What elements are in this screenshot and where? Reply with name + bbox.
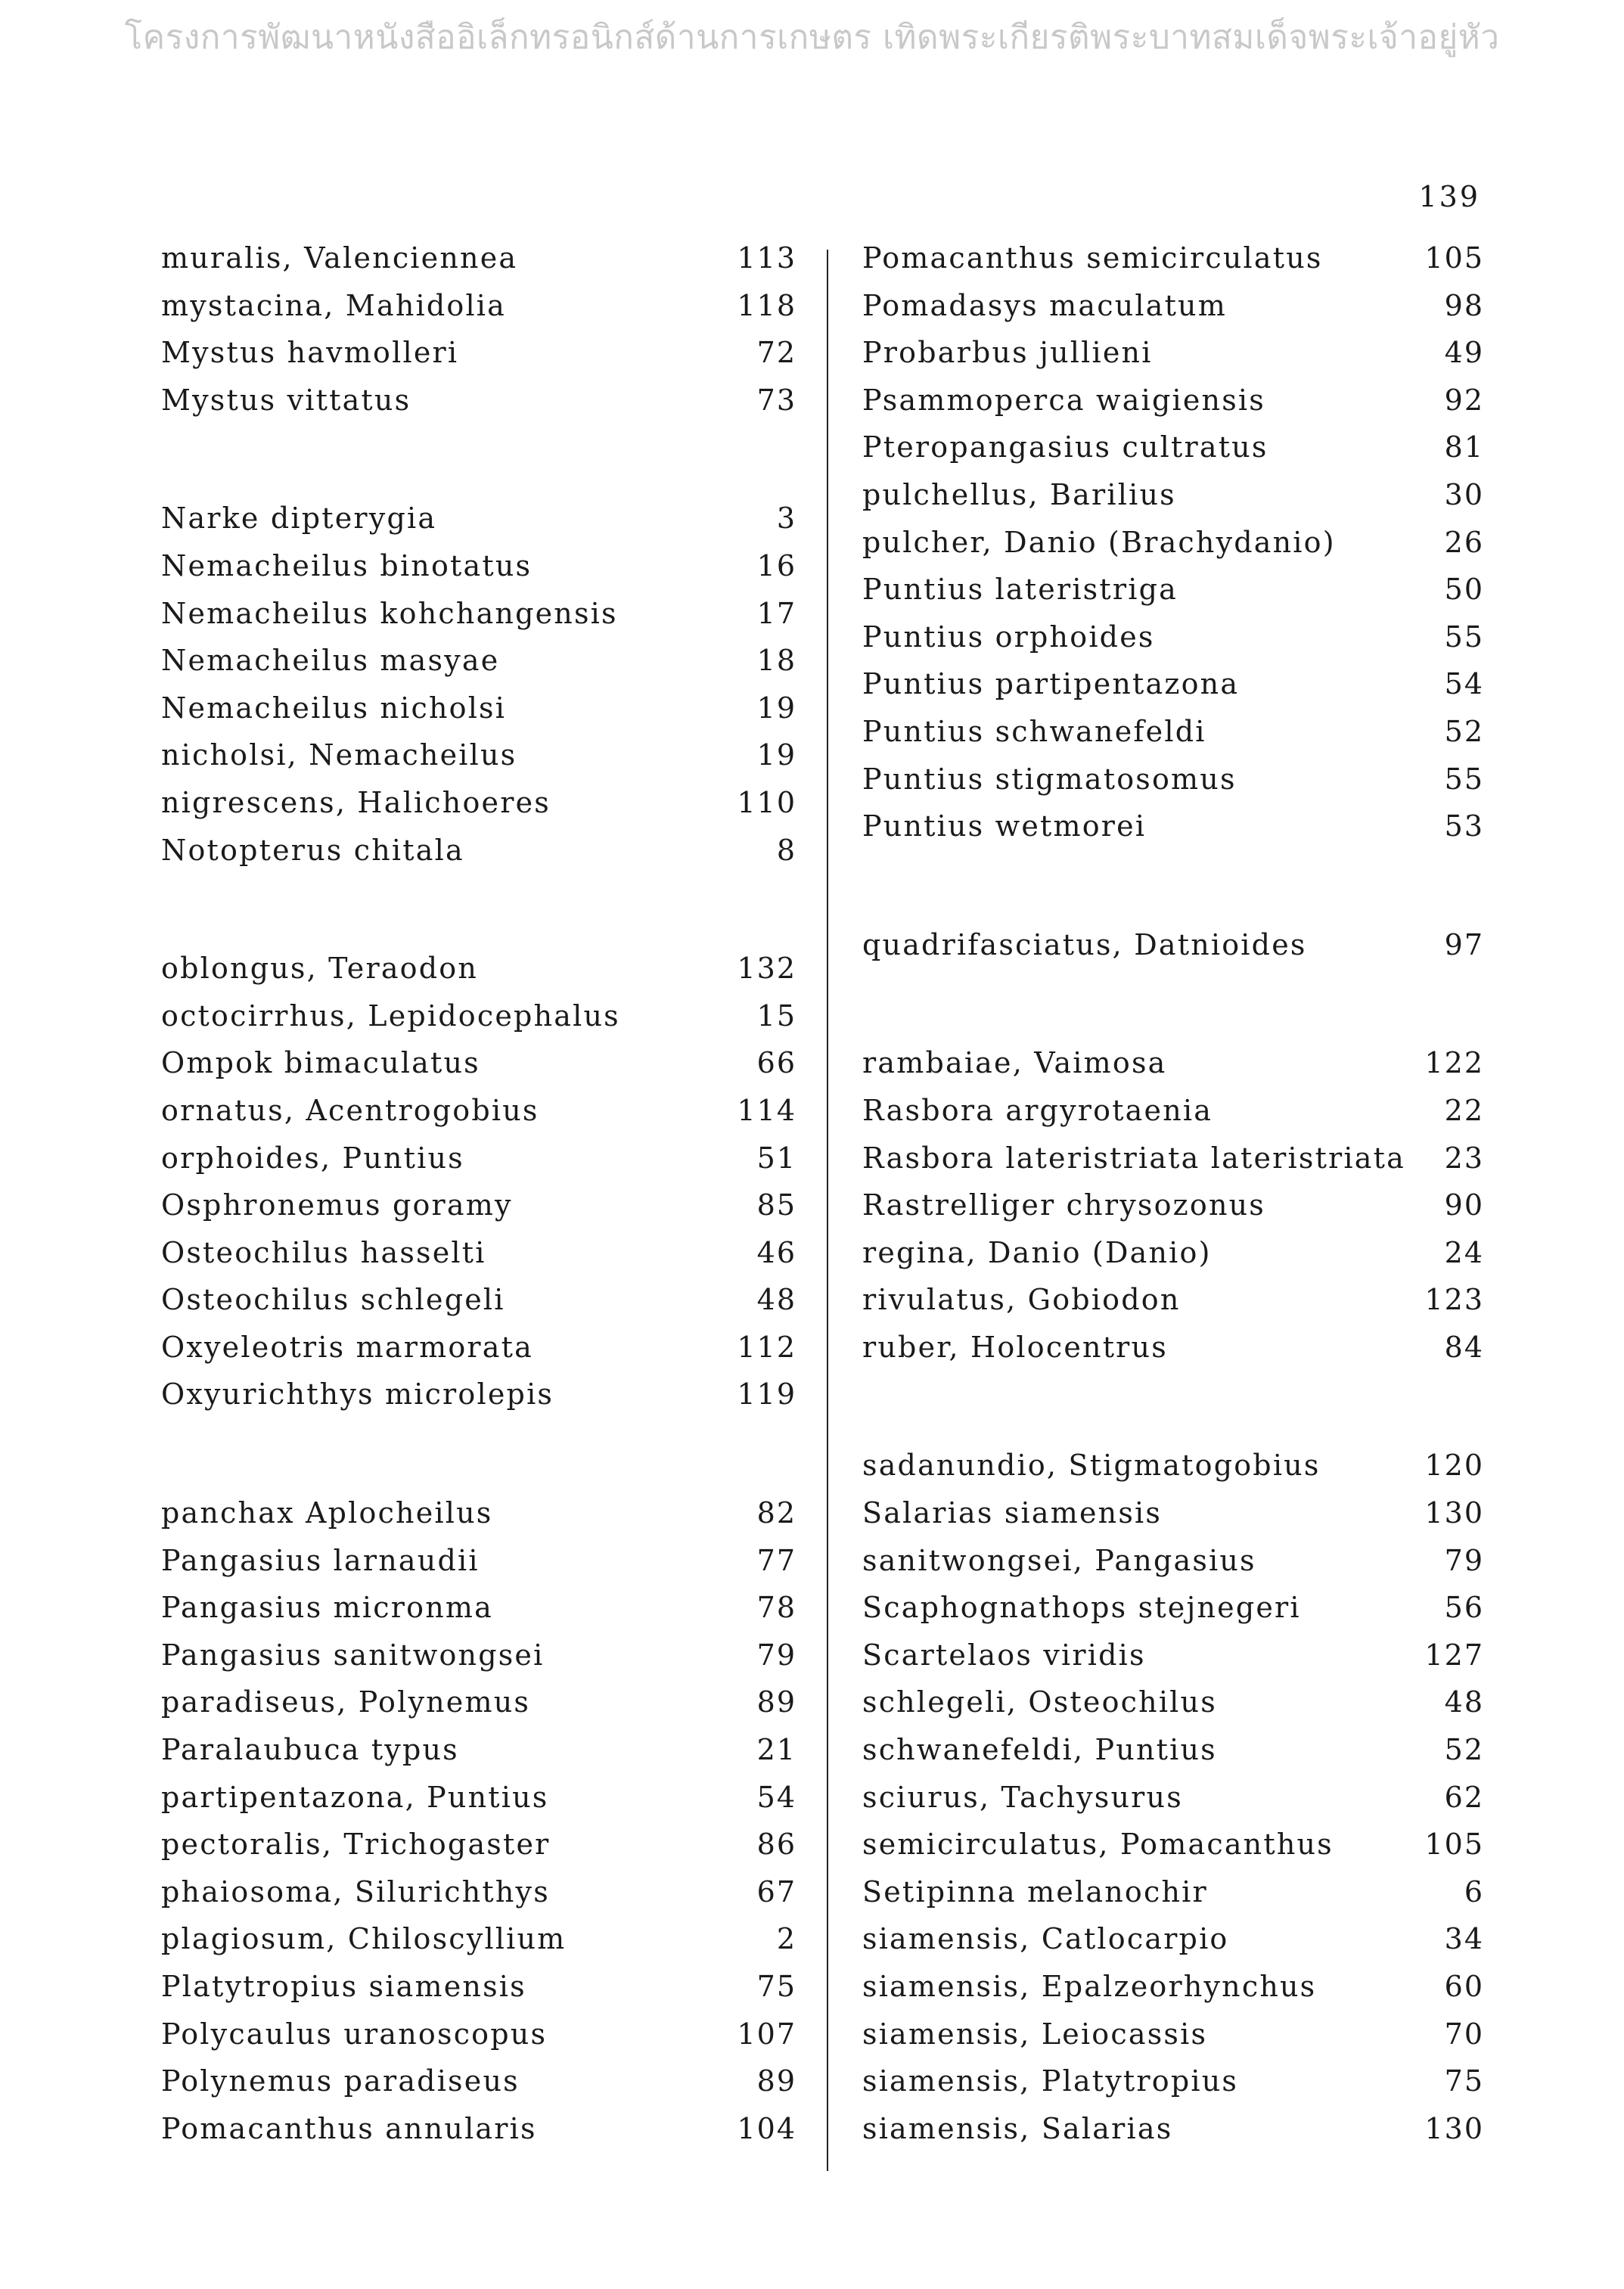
index-entry-page: 104: [737, 2111, 796, 2145]
index-entry-page: 6: [1464, 1874, 1484, 1909]
index-entry-name: Mystus vittatus: [161, 383, 411, 417]
index-entry: [161, 495, 796, 542]
index-entry-page: 75: [1444, 2064, 1484, 2098]
index-entry-page: 98: [1444, 288, 1484, 322]
index-entry-name: rambaiae, Vaimosa: [862, 1046, 1167, 1080]
index-entry-name: Osphronemus goramy: [161, 1188, 513, 1222]
index-entry: [862, 329, 1484, 377]
index-entry-page: 15: [756, 999, 796, 1033]
index-entry-name: schwanefeldi, Puntius: [862, 1733, 1217, 1767]
index-entry: [862, 1868, 1484, 1916]
index-column-left: [161, 234, 796, 2152]
index-entry-page: 75: [756, 1970, 796, 2003]
index-entry-page: 70: [1444, 2017, 1484, 2051]
index-entry: [161, 1537, 796, 1585]
index-entry-name: Setipinna melanochir: [862, 1874, 1208, 1909]
index-entry-page: 52: [1444, 714, 1484, 748]
index-entry-name: Puntius stigmatosomus: [862, 762, 1237, 796]
index-entry-page: 56: [1444, 1591, 1484, 1625]
index-entry-name: plagiosum, Chiloscyllium: [161, 1922, 567, 1956]
index-entry-name: nigrescens, Halichoeres: [161, 785, 551, 819]
index-entry-name: Puntius wetmorei: [862, 809, 1147, 843]
index-entry: [862, 1229, 1484, 1277]
header-watermark: โครงการพัฒนาหนังสืออิเล็กทรอนิกส์ด้านการเกษตร เทิดพระเกียรติพระบาทสมเด็จพระเจ้าอยู่หัว: [124, 18, 1500, 57]
index-entry-name: Psammoperca waigiensis: [862, 383, 1265, 417]
group-gap: [862, 850, 1484, 921]
index-entry-name: Polycaulus uranoscopus: [161, 2017, 548, 2051]
index-entry-page: 77: [756, 1543, 796, 1577]
index-entry-page: 107: [737, 2017, 796, 2051]
index-entry: [862, 234, 1484, 282]
index-entry-name: Pomacanthus annularis: [161, 2111, 537, 2145]
index-entry-name: Polynemus paradiseus: [161, 2064, 520, 2098]
index-entry-name: sanitwongsei, Pangasius: [862, 1543, 1256, 1577]
index-entry-page: 85: [756, 1188, 796, 1222]
index-entry-name: Rastrelliger chrysozonus: [862, 1188, 1265, 1222]
index-entry-name: siamensis, Salarias: [862, 2111, 1173, 2145]
index-entry: [161, 1584, 796, 1632]
group-gap: [161, 874, 796, 945]
index-entry: [862, 1324, 1484, 1371]
index-entry-page: 3: [776, 502, 796, 536]
index-entry-page: 127: [1424, 1638, 1484, 1672]
index-entry: [862, 1679, 1484, 1726]
index-entry: [161, 1821, 796, 1868]
index-entry: [161, 992, 796, 1040]
index-entry: [862, 2105, 1484, 2153]
column-divider: [827, 250, 828, 2171]
index-entry-page: 54: [1444, 667, 1484, 701]
index-entry-page: 2: [776, 1922, 796, 1956]
index-entry: [161, 779, 796, 827]
index-entry-name: Narke dipterygia: [161, 502, 437, 536]
index-entry-page: 119: [737, 1377, 796, 1412]
index-entry: [862, 2011, 1484, 2058]
index-entry-name: Pangasius micronma: [161, 1591, 493, 1625]
index-entry-name: pulcher, Danio (Brachydanio): [862, 525, 1336, 559]
index-entry-name: Puntius schwanefeldi: [862, 714, 1206, 748]
index-entry: [862, 377, 1484, 424]
index-entry-page: 67: [756, 1874, 796, 1909]
index-column-right: [862, 234, 1484, 2152]
index-entry-page: 113: [737, 241, 796, 275]
index-entry-name: ruber, Holocentrus: [862, 1330, 1168, 1364]
index-entry: [161, 1726, 796, 1774]
index-entry-name: Oxyeleotris marmorata: [161, 1330, 533, 1364]
index-entry: [161, 542, 796, 590]
index-entry: [862, 1039, 1484, 1087]
index-entry: [161, 1679, 796, 1726]
group-gap: [862, 968, 1484, 1039]
index-entry-name: Salarias siamensis: [862, 1496, 1163, 1530]
index-entry: [161, 1489, 796, 1537]
index-entry-name: siamensis, Catlocarpio: [862, 1922, 1229, 1956]
index-entry-name: oblongus, Teraodon: [161, 952, 479, 986]
index-entry-page: 130: [1424, 1496, 1484, 1530]
index-entry: [862, 1726, 1484, 1774]
index-entry: [161, 377, 796, 424]
index-entry-page: 55: [1444, 762, 1484, 796]
index-entry: [161, 945, 796, 992]
index-entry-name: ornatus, Acentrogobius: [161, 1093, 539, 1127]
index-entry-page: 53: [1444, 809, 1484, 843]
index-entry-name: paradiseus, Polynemus: [161, 1685, 531, 1719]
index-entry: [161, 731, 796, 779]
index-entry-page: 48: [756, 1283, 796, 1317]
index-entry: [862, 1537, 1484, 1585]
index-entry-name: Nemacheilus binotatus: [161, 548, 533, 582]
index-entry-name: Platytropius siamensis: [161, 1970, 526, 2003]
index-entry: [862, 1632, 1484, 1679]
index-entry-name: Notopterus chitala: [161, 833, 464, 867]
index-entry: [161, 1963, 796, 2011]
index-entry-page: 105: [1424, 241, 1484, 275]
index-entry-name: quadrifasciatus, Datnioides: [862, 927, 1307, 961]
index-entry-name: panchax Aplocheilus: [161, 1496, 493, 1530]
index-entry-page: 8: [776, 833, 796, 867]
index-entry: [862, 424, 1484, 471]
index-entry: [161, 1915, 796, 1963]
index-entry-page: 22: [1444, 1093, 1484, 1127]
index-entry-name: Rasbora lateristriata lateristriata: [862, 1141, 1405, 1175]
index-entry-name: Osteochilus hasselti: [161, 1235, 486, 1269]
index-entry-name: Pomadasys maculatum: [862, 288, 1227, 322]
index-entry-page: 73: [756, 383, 796, 417]
index-entry-page: 79: [756, 1638, 796, 1672]
index-entry-page: 62: [1444, 1780, 1484, 1814]
index-entry: [161, 1774, 796, 1822]
index-entry-page: 123: [1424, 1283, 1484, 1317]
index-entry: [161, 2105, 796, 2153]
index-entry-page: 89: [756, 2064, 796, 2098]
index-entry-page: 90: [1444, 1188, 1484, 1222]
index-entry-name: siamensis, Platytropius: [862, 2064, 1239, 2098]
page-number: 139: [1418, 180, 1480, 213]
index-entry: [161, 590, 796, 638]
index-entry-name: sciurus, Tachysurus: [862, 1780, 1183, 1814]
index-entry-name: semicirculatus, Pomacanthus: [862, 1828, 1334, 1862]
index-entry-name: Rasbora argyrotaenia: [862, 1093, 1213, 1127]
index-entry-page: 21: [756, 1733, 796, 1767]
index-entry-name: Scartelaos viridis: [862, 1638, 1146, 1672]
index-entry: [161, 329, 796, 377]
index-entry-name: Pangasius sanitwongsei: [161, 1638, 545, 1672]
index-entry-page: 48: [1444, 1685, 1484, 1719]
index-entry: [161, 1632, 796, 1679]
index-entry-name: pulchellus, Barilius: [862, 477, 1176, 511]
index-entry: [862, 1276, 1484, 1324]
index-entry-name: Mystus havmolleri: [161, 336, 459, 370]
index-entry-name: Pangasius larnaudii: [161, 1543, 480, 1577]
index-entry-page: 89: [756, 1685, 796, 1719]
index-entry: [862, 613, 1484, 661]
index-entry-page: 82: [756, 1496, 796, 1530]
index-entry: [862, 1182, 1484, 1229]
index-entry-page: 118: [737, 288, 796, 322]
index-entry-page: 16: [756, 548, 796, 582]
index-entry-page: 55: [1444, 620, 1484, 654]
index-entry: [161, 1087, 796, 1135]
index-entry-page: 110: [737, 785, 796, 819]
index-entry-name: nicholsi, Nemacheilus: [161, 738, 517, 772]
index-entry-page: 23: [1444, 1141, 1484, 1175]
index-entry: [161, 1276, 796, 1324]
index-entry-page: 19: [756, 691, 796, 725]
index-entry-name: Pteropangasius cultratus: [862, 430, 1268, 464]
index-entry-page: 51: [756, 1141, 796, 1175]
index-entry-page: 105: [1424, 1828, 1484, 1862]
index-entry: [862, 519, 1484, 567]
index-entry-page: 50: [1444, 573, 1484, 607]
index-entry: [161, 1229, 796, 1277]
index-entry: [161, 685, 796, 732]
index-entry-name: Oxyurichthys microlepis: [161, 1377, 554, 1412]
index-entry: [862, 1442, 1484, 1489]
index-entry: [862, 566, 1484, 613]
index-entry: [161, 827, 796, 874]
index-entry-page: 30: [1444, 477, 1484, 511]
index-entry-name: Pomacanthus semicirculatus: [862, 241, 1323, 275]
index-entry: [862, 1135, 1484, 1182]
index-entry: [862, 2058, 1484, 2105]
index-entry-page: 19: [756, 738, 796, 772]
index-entry-page: 97: [1444, 927, 1484, 961]
index-entry: [161, 1868, 796, 1916]
index-entry: [862, 921, 1484, 969]
index-entry-name: siamensis, Leiocassis: [862, 2017, 1208, 2051]
index-entry-page: 34: [1444, 1922, 1484, 1956]
index-entry-page: 54: [756, 1780, 796, 1814]
index-entry: [862, 1774, 1484, 1822]
index-entry: [862, 756, 1484, 803]
index-entry-page: 18: [756, 644, 796, 678]
index-entry-page: 130: [1424, 2111, 1484, 2145]
index-entry-name: partipentazona, Puntius: [161, 1780, 549, 1814]
index-entry-page: 66: [756, 1046, 796, 1080]
index-entry: [862, 708, 1484, 756]
index-entry-page: 60: [1444, 1970, 1484, 2003]
index-entry: [862, 1087, 1484, 1135]
index-entry-name: Paralaubuca typus: [161, 1733, 459, 1767]
index-entry: [862, 1584, 1484, 1632]
group-gap: [161, 424, 796, 495]
index-entry-name: Scaphognathops stejnegeri: [862, 1591, 1301, 1625]
index-entry: [862, 660, 1484, 708]
index-entry-page: 84: [1444, 1330, 1484, 1364]
index-entry: [161, 1324, 796, 1371]
index-entry-page: 46: [756, 1235, 796, 1269]
index-entry: [862, 471, 1484, 519]
index-entry: [862, 1915, 1484, 1963]
index-entry-name: Puntius orphoides: [862, 620, 1155, 654]
index-entry: [161, 1182, 796, 1229]
index-entry-name: rivulatus, Gobiodon: [862, 1283, 1181, 1317]
index-entry: [161, 1135, 796, 1182]
group-gap: [862, 1371, 1484, 1442]
index-entry-page: 78: [756, 1591, 796, 1625]
index-entry-page: 26: [1444, 525, 1484, 559]
index-entry-name: Osteochilus schlegeli: [161, 1283, 505, 1317]
index-entry-name: muralis, Valenciennea: [161, 241, 518, 275]
index-entry: [862, 1821, 1484, 1868]
index-entry-name: phaiosoma, Silurichthys: [161, 1874, 550, 1909]
index-entry-name: Nemacheilus masyae: [161, 644, 500, 678]
index-entry-name: Ompok bimaculatus: [161, 1046, 480, 1080]
index-entry-name: Puntius lateristriga: [862, 573, 1178, 607]
index-entry: [161, 282, 796, 330]
index-entry: [161, 2058, 796, 2105]
index-entry-page: 122: [1424, 1046, 1484, 1080]
index-entry-page: 112: [737, 1330, 796, 1364]
index-entry: [161, 1371, 796, 1418]
index-entry: [161, 234, 796, 282]
index-entry-name: orphoides, Puntius: [161, 1141, 464, 1175]
index-entry-page: 79: [1444, 1543, 1484, 1577]
index-entry-name: Puntius partipentazona: [862, 667, 1240, 701]
index-entry-page: 120: [1424, 1449, 1484, 1483]
index-entry-page: 132: [737, 952, 796, 986]
index-entry-name: regina, Danio (Danio): [862, 1235, 1212, 1269]
index-entry-page: 17: [756, 596, 796, 630]
group-gap: [161, 1418, 796, 1489]
index-entry: [862, 1489, 1484, 1537]
index-entry-page: 49: [1444, 336, 1484, 370]
index-entry-name: schlegeli, Osteochilus: [862, 1685, 1217, 1719]
index-entry-name: octocirrhus, Lepidocephalus: [161, 999, 620, 1033]
index-entry: [862, 803, 1484, 850]
index-entry-page: 52: [1444, 1733, 1484, 1767]
index-entry: [161, 1039, 796, 1087]
index-entry-page: 114: [737, 1093, 796, 1127]
index-entry: [862, 282, 1484, 330]
index-entry-page: 72: [756, 336, 796, 370]
index-entry: [161, 2011, 796, 2058]
index-entry: [161, 637, 796, 685]
index-entry-page: 92: [1444, 383, 1484, 417]
index-entry-name: Nemacheilus nicholsi: [161, 691, 507, 725]
index-entry-page: 81: [1444, 430, 1484, 464]
index-entry-name: siamensis, Epalzeorhynchus: [862, 1970, 1317, 2003]
index-entry-name: Nemacheilus kohchangensis: [161, 596, 618, 630]
index-entry-name: sadanundio, Stigmatogobius: [862, 1449, 1321, 1483]
index-entry-page: 24: [1444, 1235, 1484, 1269]
index-entry-name: pectoralis, Trichogaster: [161, 1828, 551, 1862]
index-entry-page: 86: [756, 1828, 796, 1862]
index-entry-name: Probarbus jullieni: [862, 336, 1153, 370]
index-entry-name: mystacina, Mahidolia: [161, 288, 507, 322]
index-entry: [862, 1963, 1484, 2011]
